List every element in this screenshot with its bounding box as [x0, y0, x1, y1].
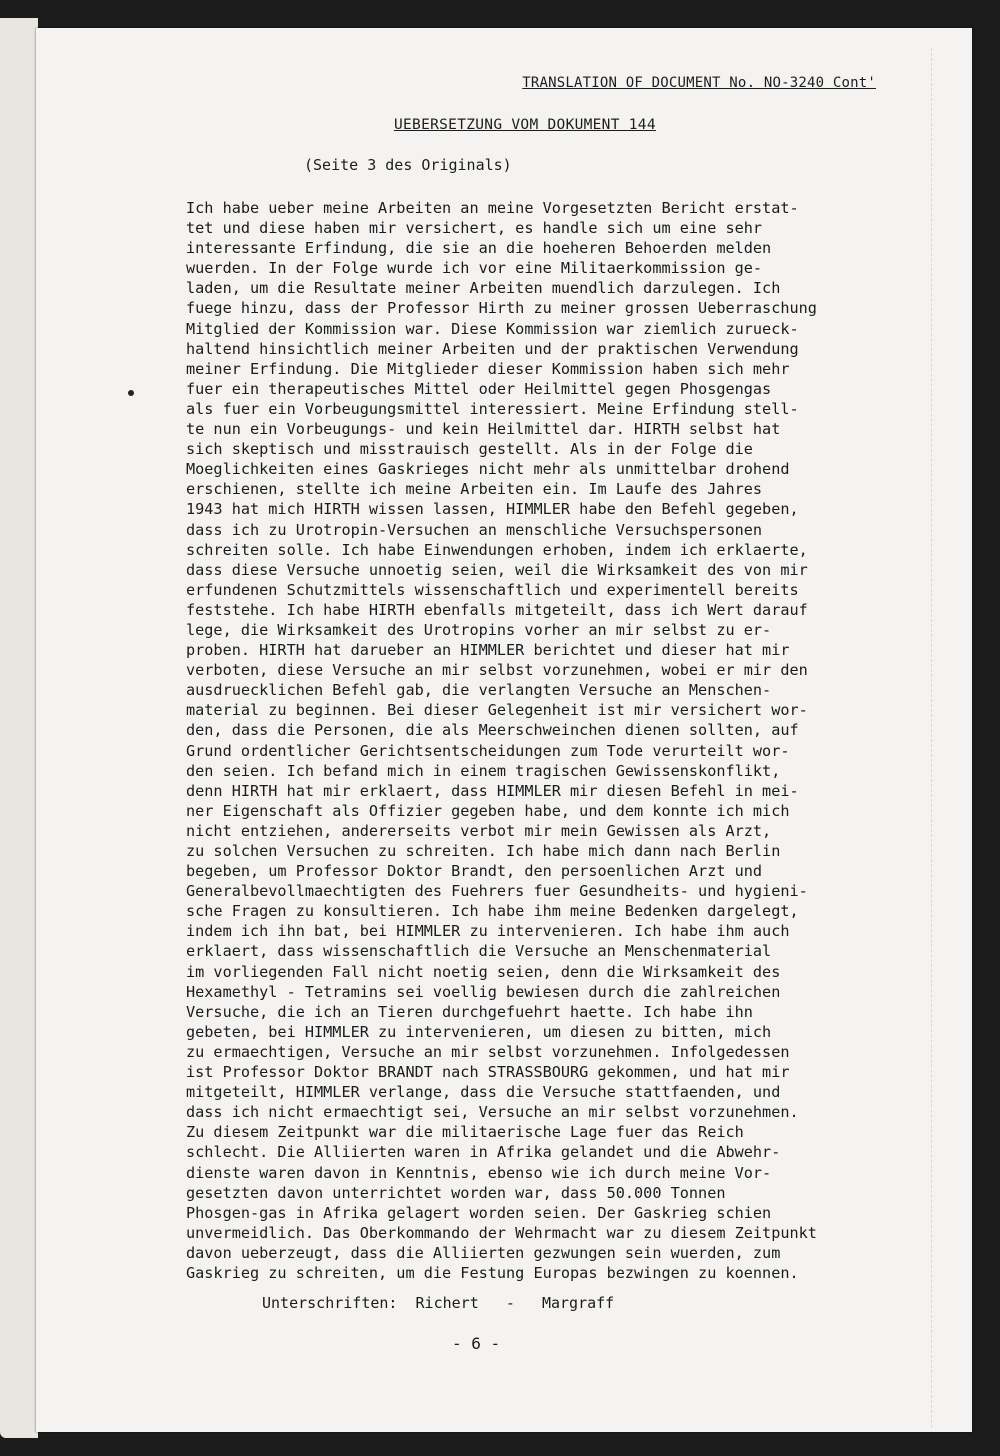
body-line: laden, um die Resultate meiner Arbeiten muendlich darzulegen. Ich	[186, 279, 781, 298]
body-line: indem ich ihn bat, bei HIMMLER zu intervenieren. Ich habe ihm auch	[186, 922, 790, 941]
body-line: meiner Erfindung. Die Mitglieder dieser Kommission haben sich mehr	[186, 359, 790, 378]
page-bleed-through	[931, 48, 972, 1428]
body-line: schreiten solle. Ich habe Einwendungen erhoben, indem ich erklaerte,	[186, 540, 808, 559]
body-line: unvermeidlich. Das Oberkommando der Wehrmacht war zu diesem Zeitpunkt	[186, 1223, 817, 1242]
body-line: als fuer ein Vorbeugungsmittel interessiert. Meine Erfindung stell-	[186, 399, 799, 418]
body-line: davon ueberzeugt, dass die Alliierten gezwungen sein wuerden, zum	[186, 1243, 781, 1262]
body-line: erschienen, stellte ich meine Arbeiten ein. Im Laufe des Jahres	[186, 480, 763, 499]
body-line: lege, die Wirksamkeit des Urotropins vorher an mir selbst zu er-	[186, 620, 772, 639]
body-text	[186, 198, 926, 1283]
body-line: mitgeteilt, HIMMLER verlange, dass die Versuche stattfaenden, und	[186, 1083, 781, 1102]
body-line: Ich habe ueber meine Arbeiten an meine Vorgesetzten Bericht erstat-	[186, 199, 799, 217]
body-line: fuege hinzu, dass der Professor Hirth zu meiner grossen Ueberraschung	[186, 299, 817, 318]
body-line: Generalbevollmaechtigten des Fuehrers fuer Gesundheits- und hygieni-	[186, 882, 808, 901]
body-line: Mitglied der Kommission war. Diese Kommission war ziemlich zurueck-	[186, 319, 799, 338]
body-line: Zu diesem Zeitpunkt war die militaerische Lage fuer das Reich	[186, 1123, 744, 1142]
body-line: fuer ein therapeutisches Mittel oder Heilmittel gegen Phosgengas	[186, 379, 772, 398]
body-line: erfundenen Schutzmittels wissenschaftlich und experimentell bereits	[186, 580, 799, 599]
body-line: zu solchen Versuchen zu schreiten. Ich habe mich dann nach Berlin	[186, 842, 781, 860]
body-line: gebeten, bei HIMMLER zu intervenieren, um diesen zu bitten, mich	[186, 1022, 772, 1041]
body-line: erklaert, dass wissenschaftlich die Versuche an Menschenmaterial	[186, 942, 772, 961]
body-line: interessante Erfindung, die sie an die hoeheren Behoerden melden	[186, 239, 772, 258]
body-line: den seien. Ich befand mich in einem tragischen Gewissenskonflikt,	[186, 761, 781, 780]
previous-page-edge	[0, 18, 38, 1438]
document-title: UEBERSETZUNG VOM DOKUMENT 144	[394, 117, 656, 133]
body-line: Grund ordentlicher Gerichtsentscheidungen zum Tode verurteilt wor-	[186, 741, 790, 760]
body-line: ausdruecklichen Befehl gab, die verlangten Versuche an Menschen-	[186, 681, 772, 700]
body-line: zu ermaechtigen, Versuche an mir selbst vorzunehmen. Infolgedessen	[186, 1042, 790, 1061]
body-line: wuerden. In der Folge wurde ich vor eine Militaerkommission ge-	[186, 259, 763, 278]
body-line: den, dass die Personen, die als Meerschweinchen dienen sollten, auf	[186, 721, 799, 740]
punch-hole-mark	[128, 390, 134, 396]
body-line: 1943 hat mich HIRTH wissen lassen, HIMMLER habe den Befehl gegeben,	[186, 500, 799, 519]
body-line: dass diese Versuche unnoetig seien, weil die Wirksamkeit des von mir	[186, 560, 808, 579]
body-line: tet und diese haben mir versichert, es handle sich um eine sehr	[186, 219, 763, 238]
body-line: haltend hinsichtlich meiner Arbeiten und der praktischen Verwendung	[186, 339, 799, 358]
body-line: schlecht. Die Alliierten waren in Afrika gelandet und die Abwehr-	[186, 1143, 781, 1162]
body-line: Hexamethyl - Tetramins sei voellig bewiesen durch die zahlreichen	[186, 982, 781, 1001]
body-line: Moeglichkeiten eines Gaskrieges nicht mehr als unmittelbar drohend	[186, 460, 790, 479]
body-line: sich skeptisch und misstrauisch gestellt. Als in der Folge die	[186, 440, 753, 459]
body-line: begeben, um Professor Doktor Brandt, den persoenlichen Arzt und	[186, 862, 763, 881]
body-line: material zu beginnen. Bei dieser Gelegenheit ist mir versichert wor-	[186, 701, 808, 720]
document-page	[36, 28, 972, 1432]
body-line: Versuche, die ich an Tieren durchgefuehrt haette. Ich habe ihn	[186, 1002, 753, 1021]
body-line: dass ich nicht ermaechtigt sei, Versuche an mir selbst vorzunehmen.	[186, 1103, 799, 1122]
body-line: te nun ein Vorbeugungs- und kein Heilmittel dar. HIRTH selbst hat	[186, 420, 781, 439]
body-line: ner Eigenschaft als Offizier gegeben habe, und dem konnte ich mich	[186, 801, 790, 820]
body-line: gesetzten davon unterrichtet worden war, dass 50.000 Tonnen	[186, 1183, 726, 1202]
body-line: proben. HIRTH hat darueber an HIMMLER berichtet und dieser hat mir	[186, 641, 790, 660]
body-line: im vorliegenden Fall nicht noetig seien, denn die Wirksamkeit des	[186, 962, 781, 981]
translation-header: TRANSLATION OF DOCUMENT No. NO-3240 Cont'	[522, 75, 876, 91]
body-line: sche Fragen zu konsultieren. Ich habe ihm meine Bedenken dargelegt,	[186, 902, 799, 921]
body-line: dienste waren davon in Kenntnis, ebenso wie ich durch meine Vor-	[186, 1163, 772, 1182]
body-line: feststehe. Ich habe HIRTH ebenfalls mitgeteilt, dass ich Wert darauf	[186, 600, 808, 619]
body-line: dass ich zu Urotropin-Versuchen an menschliche Versuchspersonen	[186, 520, 763, 539]
body-line: denn HIRTH hat mir erklaert, dass HIMMLER mir diesen Befehl in mei-	[186, 781, 799, 800]
body-line: Gaskrieg zu schreiten, um die Festung Europas bezwingen zu koennen.	[186, 1263, 799, 1282]
document-subtitle: (Seite 3 des Originals)	[304, 156, 512, 174]
body-line: Phosgen-gas in Afrika gelagert worden seien. Der Gaskrieg schien	[186, 1203, 772, 1222]
body-line: verboten, diese Versuche an mir selbst vorzunehmen, wobei er mir den	[186, 661, 808, 680]
body-line: nicht entziehen, andererseits verbot mir mein Gewissen als Arzt,	[186, 821, 772, 840]
signatures-line: Unterschriften: Richert - Margraff	[262, 1294, 615, 1312]
body-line: ist Professor Doktor BRANDT nach STRASSBOURG gekommen, und hat mir	[186, 1063, 790, 1082]
page-number: - 6 -	[452, 1334, 501, 1353]
